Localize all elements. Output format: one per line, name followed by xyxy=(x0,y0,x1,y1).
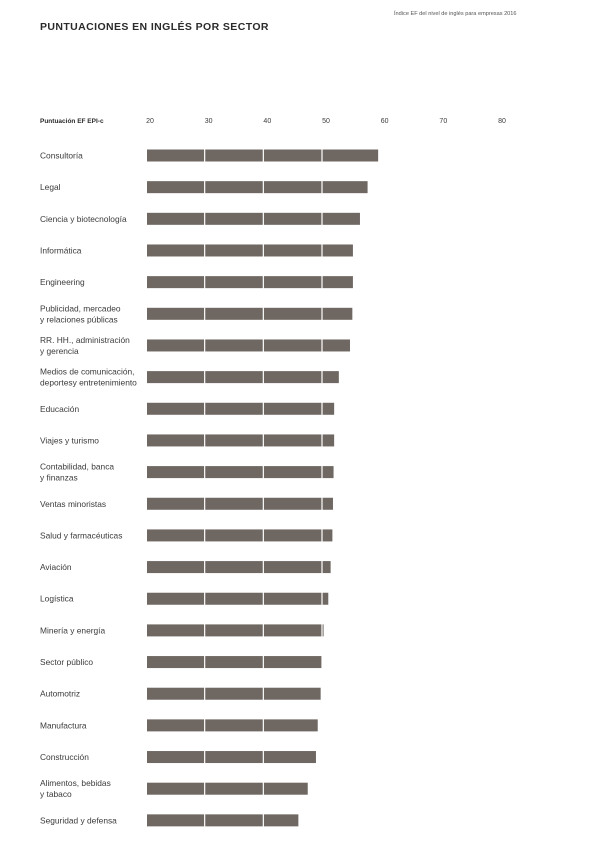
bar xyxy=(147,593,328,605)
category-label: Minería y energía xyxy=(40,625,106,636)
category-label: Informática xyxy=(40,245,82,256)
category-label: Publicidad, mercadeo y relaciones públicas xyxy=(40,303,121,325)
category-label: Automotriz xyxy=(40,688,81,699)
bar xyxy=(147,624,324,636)
category-label: Ventas minoristas xyxy=(40,498,107,509)
category-label: Viajes y turismo xyxy=(40,435,99,446)
tick-label-40: 40 xyxy=(263,118,272,125)
bar xyxy=(147,529,332,541)
category-label: Seguridad y defensa xyxy=(40,815,117,826)
bar xyxy=(147,339,350,351)
tick-label-70: 70 xyxy=(439,118,448,125)
bar xyxy=(147,783,308,795)
bar xyxy=(147,213,360,225)
category-label: Legal xyxy=(40,182,61,193)
x-axis-title: Puntuación EF EPI-c xyxy=(40,118,104,125)
tick-label-50: 50 xyxy=(322,118,330,125)
category-label: RR. HH., administración y gerencia xyxy=(40,334,130,356)
tick-label-30: 30 xyxy=(204,118,213,125)
bar xyxy=(147,814,298,826)
category-label: Aviación xyxy=(40,562,72,573)
category-label: Educación xyxy=(40,403,80,414)
category-label: Alimentos, bebidas y tabaco xyxy=(40,778,111,800)
bar xyxy=(147,561,331,573)
bar xyxy=(147,371,339,383)
tick-label-60: 60 xyxy=(380,118,389,125)
category-label: Salud y farmacéuticas xyxy=(40,530,123,541)
bar xyxy=(147,434,334,446)
category-label: Manufactura xyxy=(40,720,87,731)
bar xyxy=(147,656,322,668)
tick-label-80: 80 xyxy=(498,118,506,125)
bar xyxy=(147,150,378,162)
category-label: Logística xyxy=(40,593,74,604)
bar xyxy=(147,466,334,478)
category-label: Engineering xyxy=(40,277,85,288)
category-label: Consultoría xyxy=(40,150,83,161)
bar xyxy=(147,751,316,763)
category-label: Ciencia y biotecnología xyxy=(40,213,127,224)
chart-title: PUNTUACIONES EN INGLÉS POR SECTOR xyxy=(40,21,269,33)
bar xyxy=(147,719,318,731)
bar xyxy=(147,403,334,415)
tick-label-20: 20 xyxy=(146,118,154,125)
category-label: Medios de comunicación, deportesy entretenimiento xyxy=(40,366,137,388)
bar xyxy=(147,181,368,193)
category-label: Contabilidad, banca y finanzas xyxy=(40,461,115,483)
category-label: Construcción xyxy=(40,752,89,763)
source-note: Índice EF del nivel de inglés para empresas 2016 xyxy=(394,11,517,17)
category-label: Sector público xyxy=(40,657,94,668)
bar xyxy=(147,498,333,510)
bar xyxy=(147,688,321,700)
